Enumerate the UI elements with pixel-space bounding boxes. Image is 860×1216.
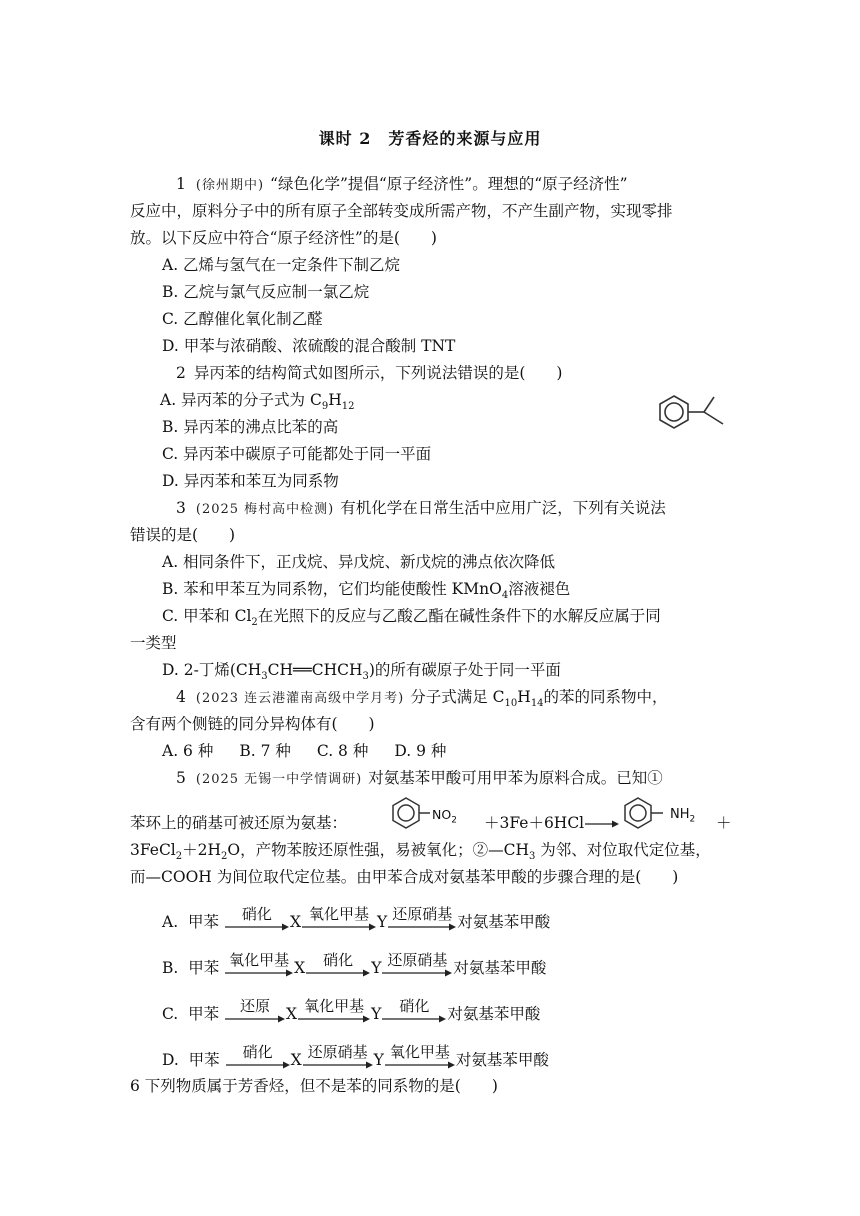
q2-option-d: D. 异丙苯和苯互为同系物 <box>162 472 339 490</box>
aniline-structure <box>618 795 678 833</box>
q5-stem-line2: 苯环上的硝基可被还原为氨基： <box>130 814 348 832</box>
arrow-step-2: 还原硝基 <box>302 1044 374 1070</box>
q4-stem-line1: 4 (2023 连云港灌南高级中学月考) 分子式满足 $C_{10}H_{14}$的苯的同系物中， <box>176 688 668 710</box>
arrow-step-2: 氧化甲基 <box>301 906 377 932</box>
arrow-step-1: 氧化甲基 <box>224 952 294 978</box>
arrow-step-3: 还原硝基 <box>381 952 453 978</box>
q1-option-a: A. 乙烯与氢气在一定条件下制乙烷 <box>162 256 401 274</box>
q2-option-b: B. 异丙苯的沸点比苯的高 <box>162 418 339 436</box>
q3-option-d: D. 2-丁烯$(CH_3CH══CHCH_3)$的所有碳原子处于同一平面 <box>162 661 561 683</box>
arrow-step-2: 硝化 <box>305 952 371 978</box>
q3-option-c: C. 甲苯和 $Cl_2$在光照下的反应与乙酸乙酯在碱性条件下的水解反应属于同 <box>162 607 661 629</box>
q1-stem-line2: 反应中，原料分子中的所有原子全部转变成所需产物，不产生副产物，实现零排 <box>130 202 673 220</box>
q4-source: (2023 连云港灌南高级中学月考) <box>195 691 405 706</box>
q5-reagents: ＋3Fe＋6HCl <box>484 814 585 832</box>
q6-stem: 6 下列物质属于芳香烃，但不是苯的同系物的是( ) <box>130 1077 498 1095</box>
q5-option-a: A. 甲苯 硝化 X 氧化甲基 Y 还原硝基 对氨基苯甲酸 <box>162 905 551 931</box>
arrow-step-1: 硝化 <box>224 906 290 932</box>
arrow-step-3: 硝化 <box>381 998 447 1024</box>
q2-option-c: C. 异丙苯中碳原子可能都处于同一平面 <box>162 445 432 463</box>
nitro-group-label: $NO_2$ <box>432 807 457 826</box>
page-title: 课时 2 芳香烃的来源与应用 <box>318 129 542 148</box>
arrow-step-3: 还原硝基 <box>387 906 457 932</box>
isopropylbenzene-structure <box>652 392 728 434</box>
q2-stem: 2 异丙苯的结构简式如图所示，下列说法错误的是( ) <box>176 364 563 382</box>
q1-option-d: D. 甲苯与浓硝酸、浓硫酸的混合酸制 TNT <box>162 337 456 355</box>
reaction-arrow <box>584 818 620 830</box>
q3-source: (2025 梅村高中检测) <box>195 502 335 517</box>
amino-group-label: $NH_2$ <box>670 807 696 825</box>
q5-plus: ＋ <box>716 814 732 832</box>
q1-source: (徐州期中) <box>195 178 265 193</box>
q5-source: (2025 无锡一中学情调研) <box>195 772 363 787</box>
q5-stem-line1: 5 (2025 无锡一中学情调研) 对氨基苯甲酸可用甲苯为原料合成。已知① <box>176 769 663 787</box>
q3-stem-line1: 3 (2025 梅村高中检测) 有机化学在日常生活中应用广泛，下列有关说法 <box>176 499 666 517</box>
q4-stem-line2: 含有两个侧链的同分异构体有( ) <box>130 715 375 733</box>
q5-stem-line4: 而—COOH 为间位取代定位基。由甲苯合成对氨基苯甲酸的步骤合理的是( ) <box>130 868 679 886</box>
arrow-step-1: 还原 <box>224 998 286 1024</box>
q2-option-a: A. 异丙苯的分子式为 $C_9H_{12}$ <box>160 391 355 413</box>
q3-option-c-line2: 一类型 <box>130 634 177 652</box>
q4-options: A. 6 种 B. 7 种 C. 8 种 D. 9 种 <box>162 742 447 760</box>
q1-option-c: C. 乙醇催化氧化制乙醛 <box>162 310 323 328</box>
q3-stem-line2: 错误的是( ) <box>130 526 236 544</box>
q5-stem-line3: $3FeCl_2+2H_2O$，产物苯胺还原性强，易被氧化；$②—CH_3$ 为邻、对位取代定位基， <box>130 841 711 863</box>
arrow-step-3: 氧化甲基 <box>384 1044 456 1070</box>
q3-option-b: B. 苯和甲苯互为同系物，它们均能使酸性 KMnO$_4$溶液褪色 <box>162 580 571 602</box>
q5-option-c: C. 甲苯 还原 X 氧化甲基 Y 硝化 对氨基苯甲酸 <box>162 997 541 1023</box>
q1-stem-line3: 放。以下反应中符合“原子经济性”的是( ) <box>130 229 437 247</box>
q3-option-a: A. 相同条件下，正戊烷、异戊烷、新戊烷的沸点依次降低 <box>162 553 556 571</box>
q5-option-b: B. 甲苯 氧化甲基 X 硝化 Y 还原硝基 对氨基苯甲酸 <box>162 951 547 977</box>
q1-option-b: B. 乙烷与氯气反应制一氯乙烷 <box>162 283 370 301</box>
arrow-step-2: 氧化甲基 <box>297 998 371 1024</box>
arrow-step-1: 硝化 <box>225 1044 291 1070</box>
q1-stem-line1: 1 (徐州期中) “绿色化学”提倡“原子经济性”。理想的“原子经济性” <box>176 175 628 193</box>
q5-option-d: D. 甲苯 硝化 X 还原硝基 Y 氧化甲基 对氨基苯甲酸 <box>162 1043 549 1069</box>
